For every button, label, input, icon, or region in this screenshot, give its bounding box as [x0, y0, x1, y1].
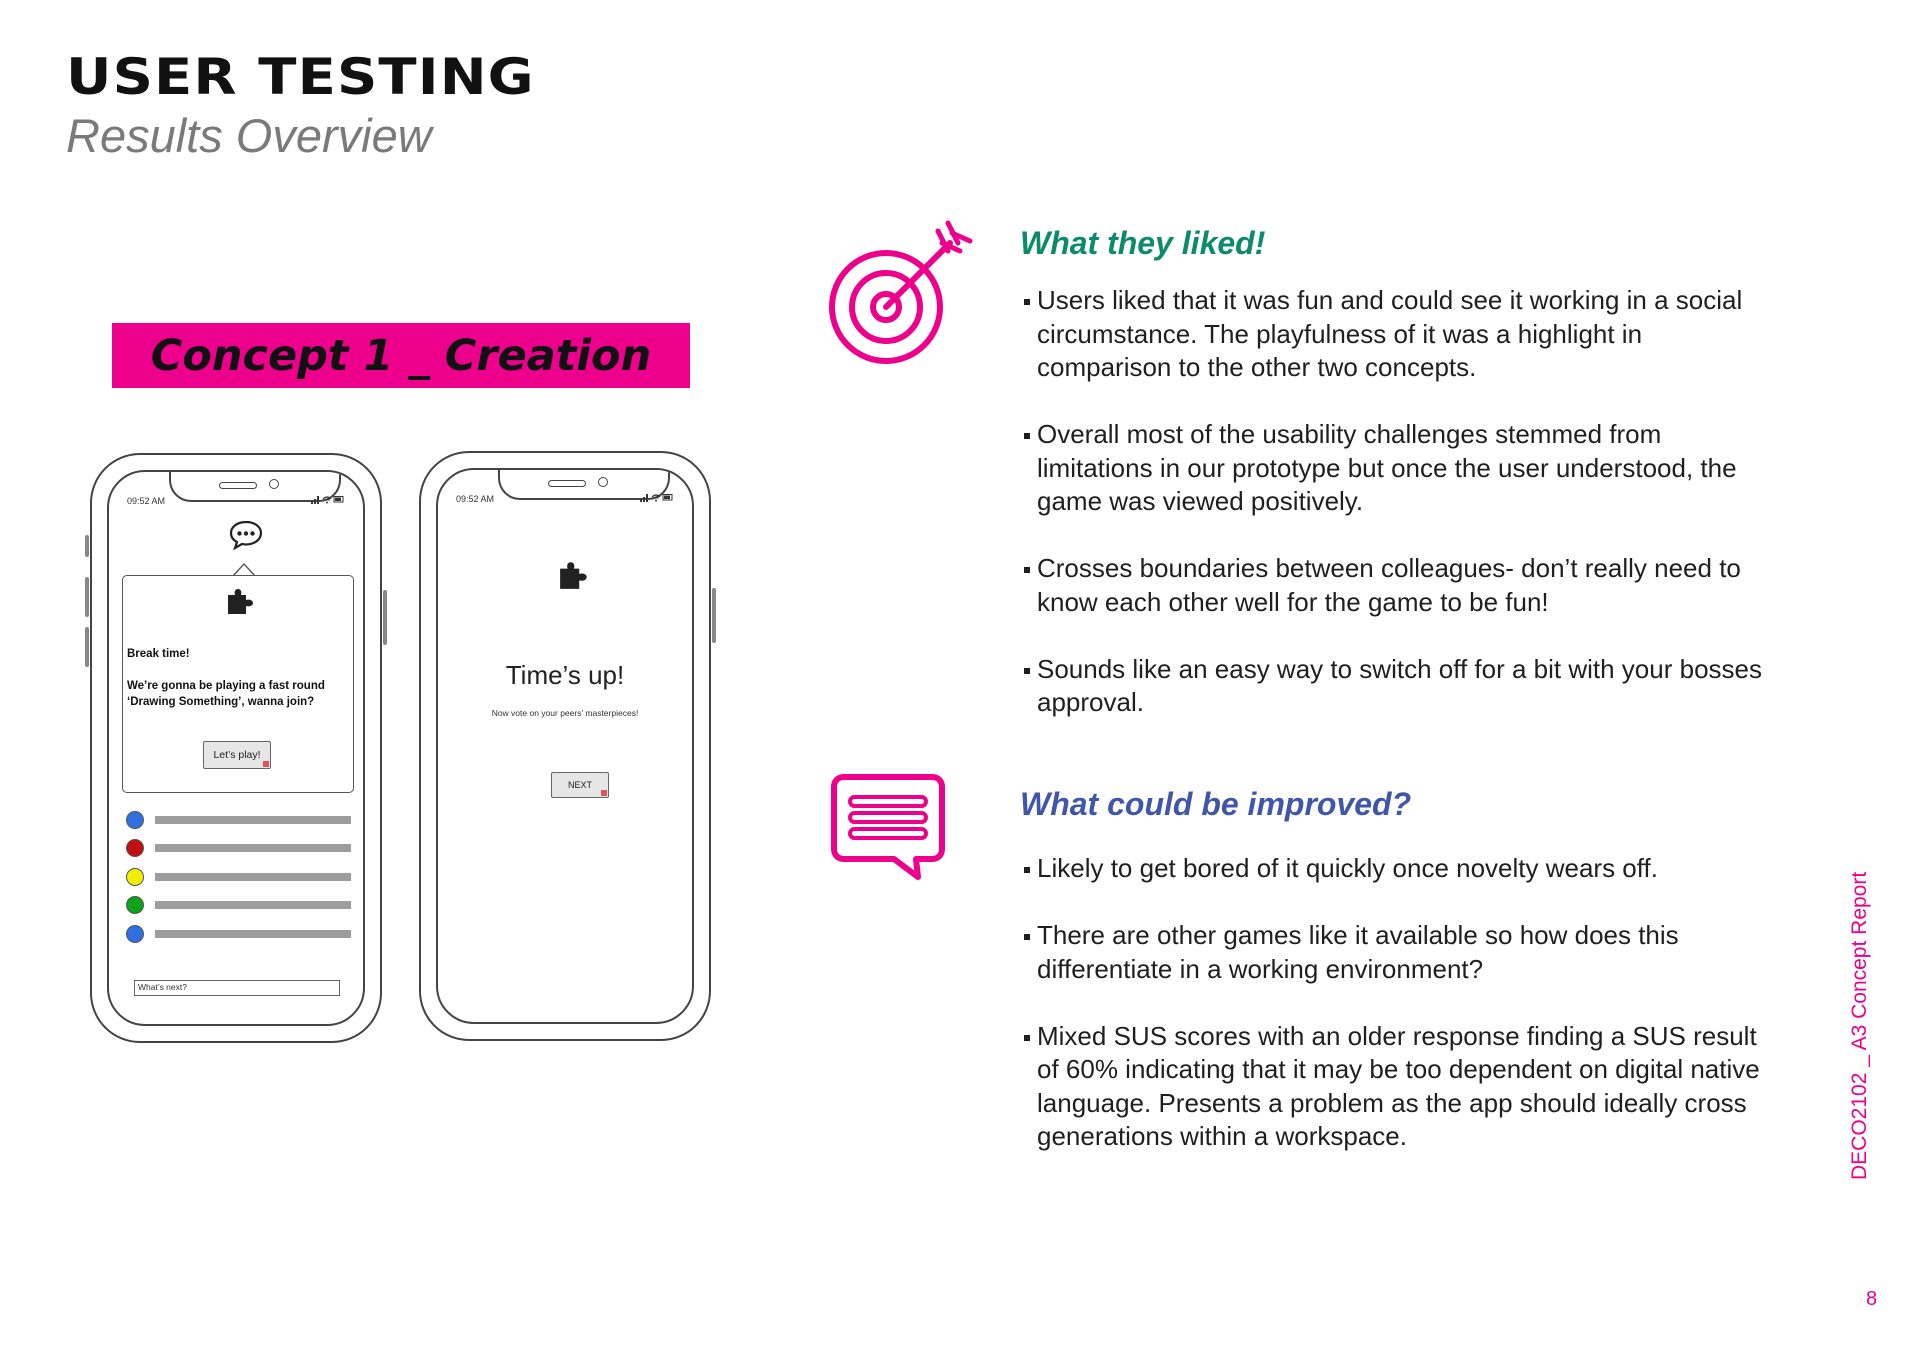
- status-time: 09:52 AM: [127, 496, 166, 506]
- list-line: [155, 844, 351, 852]
- speaker-icon: [219, 482, 257, 489]
- liked-heading: What they liked!: [1020, 225, 1266, 261]
- lets-play-button[interactable]: [203, 741, 271, 769]
- list-line: [155, 816, 351, 824]
- popup-message: [127, 646, 349, 726]
- chat-bubble-icon: [229, 520, 263, 550]
- phone-mockup-times-up: [419, 451, 711, 1041]
- popup-heading: Break time!: [127, 648, 190, 660]
- list-line: [155, 873, 351, 881]
- phone-side-button: [85, 577, 89, 617]
- improve-item: Likely to get bored of it quickly once novelty wears off.: [1022, 852, 1782, 886]
- whats-next-input[interactable]: What’s next?: [134, 980, 340, 996]
- vote-instruction: Now vote on your peers’ masterpieces!: [491, 708, 639, 718]
- camera-icon: [269, 479, 279, 489]
- list-dot: [126, 925, 144, 943]
- next-button-label: NEXT: [567, 780, 592, 790]
- speaker-icon: [548, 480, 586, 487]
- camera-icon: [598, 477, 608, 487]
- status-icons: [640, 492, 674, 505]
- liked-item: Crosses boundaries between colleagues- don’t really need to know each other well for the game to be fun!: [1022, 552, 1782, 619]
- improve-item: Mixed SUS scores with an older response finding a SUS result of 60% indicating that it may be too dependent on digital native language. Presents a problem as the app should ideally cross generations within a workspace.: [1022, 1020, 1782, 1154]
- cursor-marker-icon: [601, 790, 607, 796]
- list-line: [155, 901, 351, 909]
- list-dot: [126, 839, 144, 857]
- list-dot: [126, 868, 144, 886]
- liked-item: Users liked that it was fun and could see it working in a social circumstance. The playfulness of it was a highlight in comparison to the other two concepts.: [1022, 284, 1782, 385]
- break-time-popup: [122, 575, 354, 793]
- liked-item: Sounds like an easy way to switch off for a bit with your bosses approval.: [1022, 653, 1782, 720]
- phone-side-button: [712, 588, 716, 643]
- puzzle-piece-icon: [558, 559, 592, 591]
- phone-mockup-invite: [90, 453, 382, 1043]
- phone-side-button: [85, 627, 89, 667]
- popup-body: We’re gonna be playing a fast round ‘Drawing Something’, wanna join?: [127, 680, 325, 708]
- phone-side-button: [383, 590, 387, 645]
- liked-list: [1022, 284, 1782, 753]
- improve-heading: What could be improved?: [1020, 786, 1412, 822]
- liked-item: Overall most of the usability challenges stemmed from limitations in our prototype but once the user understood, the game was viewed positively.: [1022, 418, 1782, 519]
- phone-screen: [107, 470, 365, 1026]
- improve-item: There are other games like it available so how does this differentiate in a working environment?: [1022, 919, 1782, 986]
- list-line: [155, 930, 351, 938]
- signal-wifi-battery-icon: [640, 492, 674, 502]
- next-button[interactable]: [551, 772, 609, 798]
- list-dot: [126, 896, 144, 914]
- message-bubble-icon: [830, 773, 950, 883]
- signal-wifi-battery-icon: [311, 494, 345, 504]
- concept-banner: [112, 323, 690, 388]
- status-time: 09:52 AM: [456, 494, 495, 504]
- report-side-label: DECO2102 _ A3 Concept Report: [1848, 871, 1871, 1180]
- phone-screen: [436, 468, 694, 1024]
- page-number: 8: [1866, 1288, 1878, 1310]
- concept-banner-label: Concept 1 _ Creation: [150, 330, 652, 381]
- improve-list: [1022, 852, 1782, 1187]
- page-subtitle: Results Overview: [66, 109, 432, 162]
- status-icons: [311, 494, 345, 507]
- target-arrow-icon: [826, 217, 986, 377]
- phone-side-button: [85, 535, 89, 557]
- times-up-heading: Time’s up!: [505, 660, 625, 690]
- puzzle-piece-icon: [226, 586, 258, 616]
- list-dot: [126, 811, 144, 829]
- page-title: USER TESTING: [66, 48, 535, 106]
- cursor-marker-icon: [263, 761, 269, 767]
- lets-play-label: Let’s play!: [213, 749, 261, 761]
